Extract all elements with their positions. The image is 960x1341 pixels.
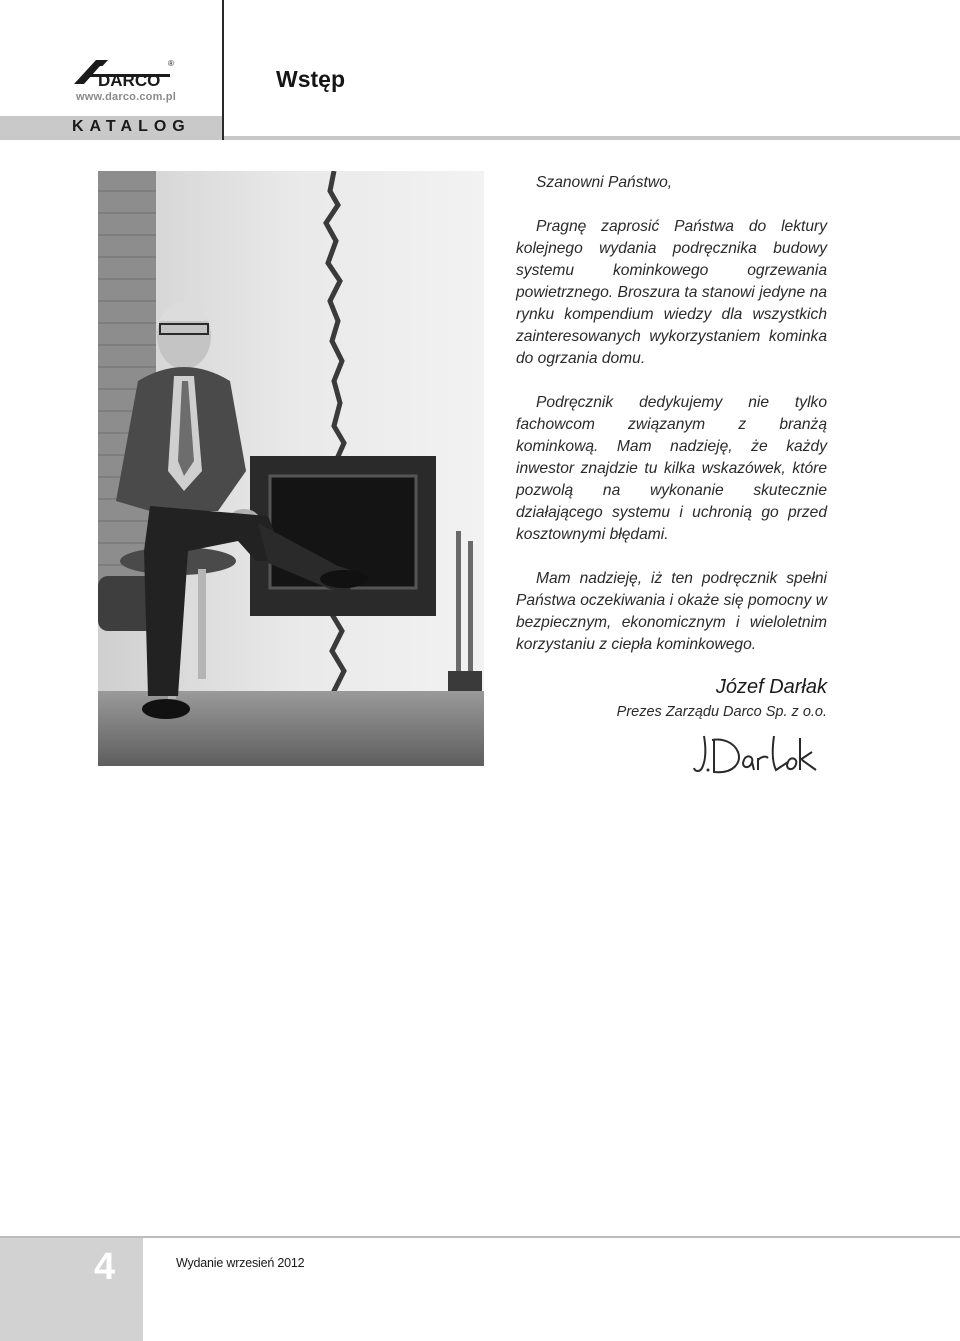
letter-body [516,172,827,656]
edition-label: Wydanie wrzesień 2012 [176,1256,305,1270]
brand-url: www.darco.com.pl [76,91,176,103]
registered-mark: ® [168,59,174,68]
handwritten-signature [692,728,822,778]
signatory-role: Prezes Zarządu Darco Sp. z o.o. [616,704,827,720]
letter-paragraph: Mam nadzieję, iż ten podręcznik spełni Państwa oczekiwania i okaże się pomocny w bezpiecznym, ekonomicznym i wieloletnim korzystaniu z ciepła kominkowego. [516,570,827,653]
letter-paragraph: Podręcznik dedykujemy nie tylko fachowcom związanym z branżą kominkową. Mam nadzieję, że każdy inwestor znajdzie tu kilka wskazówek, które pozwolą na wykonanie skutecznie działającego systemu i uchronią go przed kosztownymi błędami. [516,394,827,543]
letter-greeting: Szanowni Państwo, [536,174,673,191]
section-label: KATALOG [72,118,191,135]
page-number-box [0,1238,143,1341]
page-number: 4 [94,1246,116,1288]
footer-divider [0,1236,960,1238]
header-divider [222,0,224,140]
letter-paragraph: Pragnę zaprosić Państwa do lektury kolejnego wydania podręcznika budowy systemu kominkowego ogrzewania powietrznego. Broszura ta stanowi jedyne na rynku kompendium wiedzy dla wszystkich zainteresowanych wykorzystaniem kominka do ogrzania domu. [516,218,827,367]
signatory-name: Józef Darłak [715,676,827,698]
page-title: Wstęp [276,66,345,92]
logo-brand-text: DARCO [98,71,161,90]
portrait-photo [98,171,484,766]
header-underline [224,136,960,140]
